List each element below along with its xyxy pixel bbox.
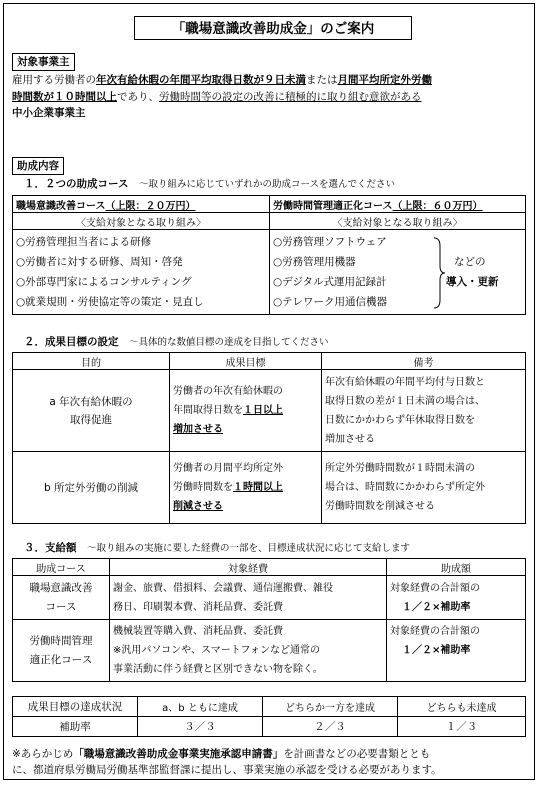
- goal-a-goal-2-pre: 年間取得日数を: [173, 405, 243, 416]
- target-line-2: [12, 89, 528, 106]
- page-title: 「職場意識改善助成金」のご案内: [134, 16, 412, 40]
- right-item: ○労務管理用機器: [273, 256, 356, 268]
- left-item: ○就業規則・労使協定等の策定・見直し: [16, 296, 204, 308]
- rate-row-label: 補助率: [13, 717, 138, 737]
- pay-row1-expenses: [110, 576, 387, 620]
- goal-a-purpose-2: 取得促進: [70, 413, 112, 426]
- footer-line-2: に、都道府県労働局労働基準部監督課に提出し、事業実施の承認を受ける必要があります。: [12, 764, 442, 776]
- payment-table: [12, 558, 526, 682]
- rate-header-either: どちらか一方を達成: [263, 697, 398, 717]
- goal-b-goal-2: [173, 478, 318, 497]
- left-course-limit: （上限：２０万円）: [105, 200, 196, 212]
- target-line1-pre: 雇用する労働者の: [12, 74, 96, 86]
- footer-pre: ※あらかじめ: [12, 748, 74, 760]
- footer-note: [12, 746, 528, 778]
- target-label: 対象事業主: [12, 53, 75, 71]
- right-note-1: などの: [454, 256, 486, 268]
- target-line-3: 中小企業事業主: [12, 107, 86, 119]
- flyer: [3, 3, 535, 780]
- pay-row2-course-2: 適正化コース: [29, 653, 93, 666]
- goal-a-goal-1: 労働者の年次有給休暇の: [173, 386, 283, 397]
- payment-heading-sub: ～取り組みの実施に要した経費の一部を、目標達成状況に応じて支給します: [87, 543, 411, 554]
- table-row: [13, 576, 526, 620]
- goal-b-goal-1: 労働者の月間平均所定外: [173, 463, 283, 474]
- target-line2-mid: であり、: [117, 90, 159, 103]
- right-course-header: [270, 196, 526, 213]
- target-line-1: [12, 72, 528, 89]
- pay-row2-expense-line: ※汎用パソコンや、スマートフォンなど通常の: [113, 645, 320, 656]
- goals-heading-sub: ～具体的な数値目標の達成を目指してください: [129, 337, 329, 348]
- pay-row2-expense-line: 機械装置等購入費、消耗品費、委託費: [113, 626, 283, 637]
- goals-header-goal: 成果目標: [170, 353, 322, 370]
- goal-a-note-line: 年次有給休暇の年間平均付与日数と: [325, 376, 485, 388]
- rate-value-either: ２／３: [263, 717, 398, 737]
- course-heading: [24, 176, 524, 194]
- goal-a-note: [322, 370, 526, 452]
- table-row: [13, 370, 526, 452]
- goal-b-note: [322, 452, 526, 524]
- payment-header-amount: 助成額: [387, 559, 526, 576]
- right-course-name: 労働時間管理適正化コース: [273, 200, 393, 212]
- table-row: [13, 620, 526, 682]
- rate-header-none: どちらも未達成: [398, 697, 526, 717]
- pay-row1-expense-line: 務日、印刷製本費、消耗品費、委託費: [113, 601, 283, 613]
- goals-table: [12, 352, 526, 524]
- pay-row2-amount: [387, 620, 526, 682]
- footer-post: を計画書などの必要書類ととも: [283, 748, 431, 760]
- left-item: ○労働者に対する研修、周知・啓発: [16, 256, 183, 268]
- payment-header-course: 助成コース: [13, 559, 110, 576]
- goal-b-goal-2-pre: 労働時間数を: [173, 482, 233, 493]
- goals-heading: [24, 334, 524, 352]
- pay-row2-course: [13, 620, 110, 682]
- table-row: [13, 452, 526, 524]
- goal-a-goal-2: [173, 401, 318, 420]
- goal-a-note-line: 日数にかかわらず年休取得日数を: [325, 414, 475, 426]
- left-items: [13, 230, 270, 315]
- goal-b-note-line: 労働時間数を削減させる: [325, 501, 435, 512]
- rate-table: [12, 696, 526, 737]
- footer-bold: 「職場意識改善助成金事業実施承認申請書」: [73, 748, 284, 760]
- right-brace-icon: [432, 236, 446, 310]
- pay-row1-course-2: コース: [45, 600, 77, 613]
- course-heading-sub: ～取り組みに応じていずれかの助成コースを選んでください: [138, 179, 396, 190]
- right-items: [270, 230, 526, 315]
- pay-row2-amount-2: １／２×補助率: [402, 645, 471, 656]
- goal-a-purpose-1: a 年次有給休暇の: [49, 395, 133, 408]
- right-course-limit: （上限：６０万円）: [392, 200, 483, 212]
- payment-heading-text: ３．支給額: [24, 542, 77, 554]
- pay-row2-expenses: [110, 620, 387, 682]
- goal-b-goal-u1: １時間以上: [233, 482, 283, 493]
- goal-b-goal: [170, 452, 322, 524]
- pay-row2-course-1: 労働時間管理: [29, 634, 93, 647]
- goal-a-goal-u2: 増加させる: [173, 424, 223, 435]
- pay-row1-course-1: 職場意識改善: [29, 581, 93, 594]
- pay-row1-amount-1: 対象経費の合計額の: [390, 582, 480, 594]
- pay-row2-expense-line: 事業活動に伴う経費と区別できない物を除く。: [113, 664, 323, 675]
- left-caption: 〈支給対象となる取り組み〉: [13, 213, 270, 230]
- payment-header-expenses: 対象経費: [110, 559, 387, 576]
- content-label: 助成内容: [12, 157, 64, 175]
- goal-b-note-line: 場合は、時間数にかかわらず所定外: [325, 482, 485, 493]
- goal-b-note-line: 所定外労働時間数が１時間未満の: [325, 463, 475, 474]
- right-note-2: 導入・更新: [446, 276, 499, 288]
- rate-header-status: 成果目標の達成状況: [13, 697, 138, 717]
- pay-row1-amount: [387, 576, 526, 620]
- right-item: ○テレワーク用通信機器: [273, 296, 387, 308]
- rate-value-both: ３／３: [138, 717, 263, 737]
- target-line1-u2: 月間平均所定外労働: [337, 74, 432, 86]
- goals-header-note: 備考: [322, 353, 526, 370]
- left-course-header: [13, 196, 270, 213]
- goal-a-note-line: 増加させる: [325, 433, 375, 445]
- payment-heading: [24, 540, 529, 558]
- target-line1-u1: 年次有給休暇の年間平均取得日数が９日未満: [96, 74, 306, 86]
- pay-row1-expense-line: 謝金、旅費、借損料、会議費、通信運搬費、雑役: [113, 582, 333, 594]
- goal-a-note-line: 取得日数の差が１日未満の場合は、: [325, 395, 485, 407]
- target-text: [12, 72, 528, 122]
- rate-header-both: a、b ともに達成: [138, 697, 263, 717]
- footer-line-1: [12, 746, 528, 762]
- goals-header-purpose: 目的: [13, 353, 170, 370]
- right-item: ○デジタル式運用記録計: [273, 276, 387, 288]
- left-course-name: 職場意識改善コース: [16, 200, 106, 212]
- course-table: [12, 195, 526, 315]
- goal-a-goal: [170, 370, 322, 452]
- pay-row1-course: [13, 576, 110, 620]
- rate-value-none: １／３: [398, 717, 526, 737]
- right-item: ○労務管理ソフトウェア: [273, 236, 387, 248]
- goal-a-goal-u1: １日以上: [243, 405, 283, 416]
- course-heading-text: １．２つの助成コース: [24, 178, 129, 190]
- target-line1-mid: または: [306, 74, 338, 86]
- goal-a-purpose: [13, 370, 170, 452]
- left-item: ○外部専門家によるコンサルティング: [16, 276, 192, 288]
- goal-b-purpose: b 所定外労働の削減: [13, 452, 170, 524]
- pay-row2-amount-1: 対象経費の合計額の: [390, 626, 480, 637]
- target-line2-u: 時間数が１０時間以上: [12, 90, 117, 103]
- goals-heading-text: ２．成果目標の設定: [24, 336, 119, 348]
- goal-b-goal-u2: 削減させる: [173, 501, 223, 512]
- target-line2-u2: 労働時間等の設定の改善に積極的に取り組む意欲がある: [159, 90, 422, 103]
- right-caption: 〈支給対象となる取り組み〉: [270, 213, 526, 230]
- left-item: ○労務管理担当者による研修: [16, 236, 152, 248]
- pay-row1-amount-2: １／２×補助率: [402, 601, 471, 613]
